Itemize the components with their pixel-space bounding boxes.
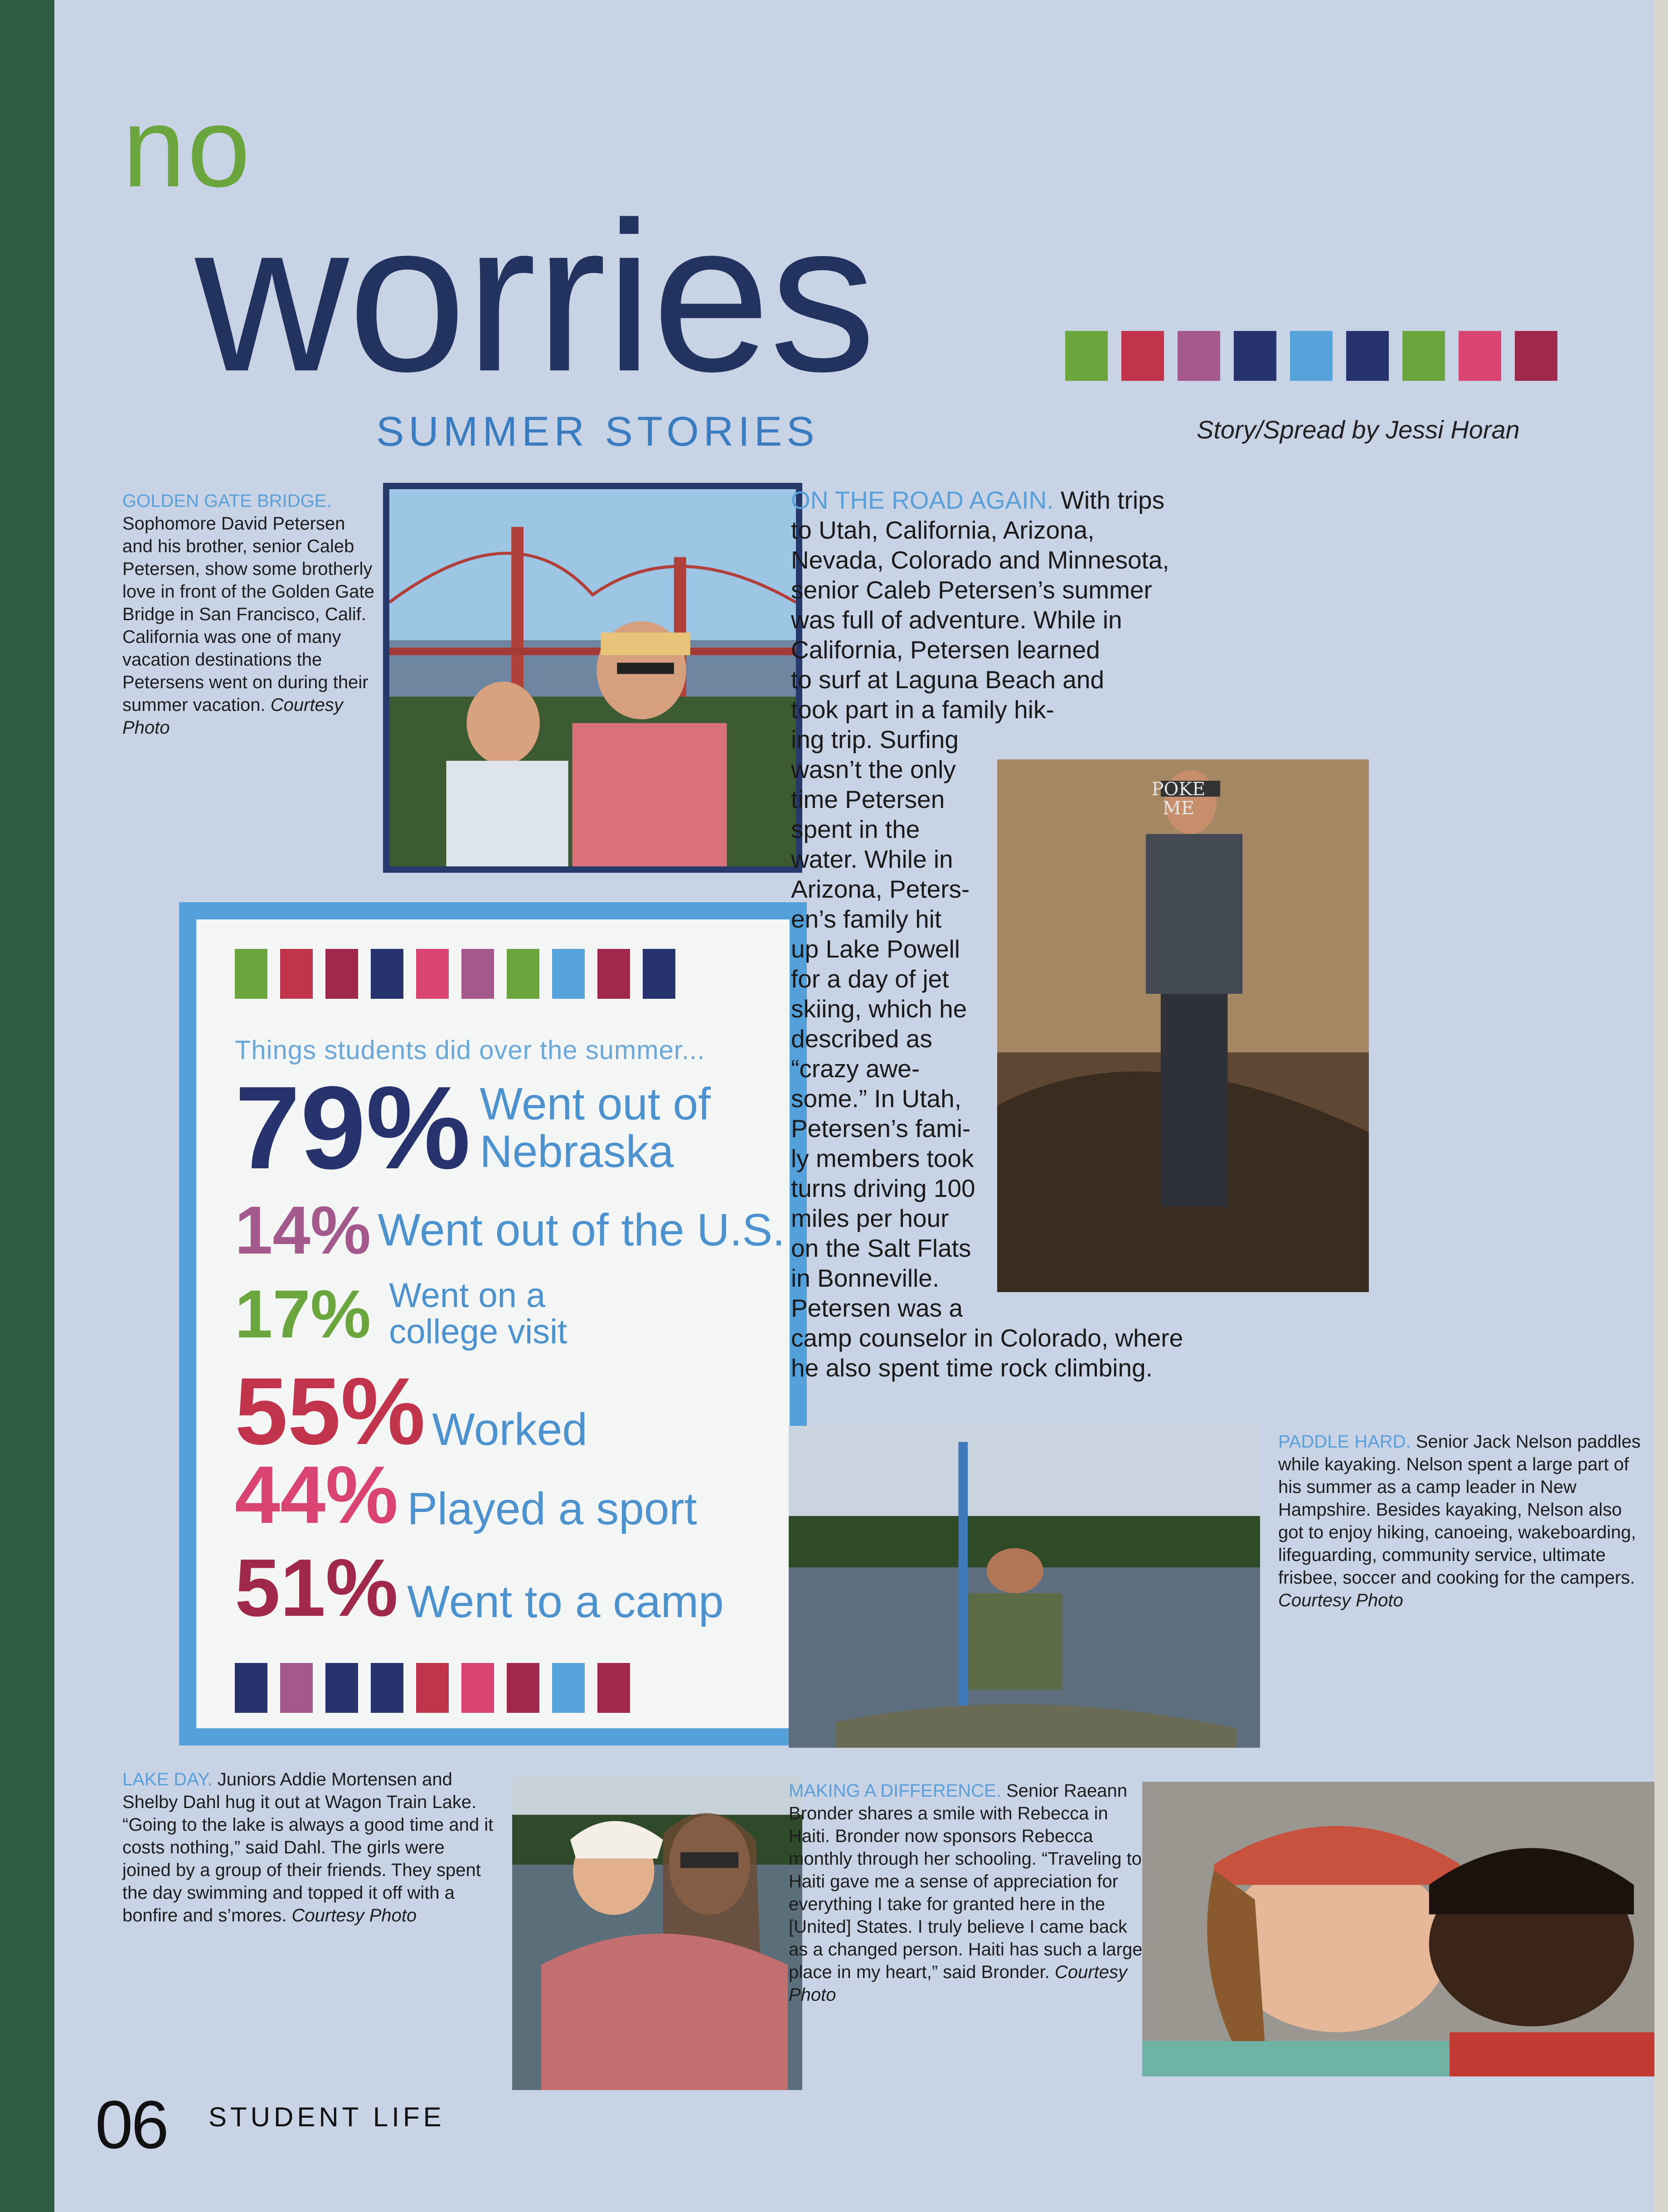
lake-photo bbox=[512, 1777, 802, 2090]
color-square bbox=[416, 949, 449, 999]
stats-inner bbox=[196, 919, 790, 1728]
haiti-photo bbox=[1142, 1782, 1654, 2076]
story-line: skiing, which he bbox=[791, 995, 967, 1023]
shirt-text: POKE ME bbox=[1151, 779, 1206, 819]
color-square bbox=[507, 1663, 539, 1713]
color-square bbox=[1459, 331, 1501, 381]
story-line: With trips bbox=[1060, 486, 1165, 514]
color-square bbox=[507, 949, 539, 999]
stat-label: Worked bbox=[432, 1404, 588, 1455]
story-line: en’s family hit bbox=[791, 905, 942, 933]
color-square bbox=[325, 949, 358, 999]
color-square bbox=[1515, 331, 1557, 381]
stat-percent: 51% bbox=[235, 1542, 398, 1633]
story-line: wasn’t the only bbox=[791, 755, 956, 783]
story-line: Petersen’s fami- bbox=[791, 1114, 971, 1142]
story-line: for a day of jet bbox=[791, 965, 949, 993]
story-line: described as bbox=[791, 1025, 932, 1053]
page-number: 06 bbox=[95, 2086, 167, 2163]
title-no: no bbox=[122, 84, 252, 210]
color-square bbox=[1178, 331, 1220, 381]
caption-text: Senior Jack Nelson paddles while kayaking. Nelson spent a large part of his summer as a camp leader in New Hampshire. Besides kayaking, Nelson also got to enjoy hiking, canoeing, wakeboarding, lifeguarding, community service, ultimate frisbee, soccer and cooking for the campers. bbox=[1278, 1432, 1641, 1588]
road-head: ON THE ROAD AGAIN. bbox=[791, 486, 1054, 514]
story-line: Petersen was a bbox=[791, 1294, 963, 1322]
caption-head: PADDLE HARD. bbox=[1278, 1432, 1411, 1452]
subtitle: SUMMER STORIES bbox=[376, 408, 819, 455]
stat-label: Played a sport bbox=[407, 1483, 697, 1534]
color-square bbox=[552, 949, 585, 999]
story-line: took part in a family hik- bbox=[791, 695, 1054, 724]
story-line: California, Petersen learned bbox=[791, 636, 1100, 664]
story-line: water. While in bbox=[791, 845, 953, 873]
story-line: in Bonneville. bbox=[791, 1264, 940, 1292]
story-line: “crazy awe- bbox=[791, 1055, 920, 1083]
paddle-caption bbox=[1278, 1430, 1641, 1612]
stats-top-squares bbox=[235, 949, 675, 999]
stat-label: Went out of Nebraska bbox=[480, 1079, 711, 1177]
color-square bbox=[1402, 331, 1445, 381]
stat-out-of-nebraska bbox=[235, 1062, 715, 1194]
story-line: Nevada, Colorado and Minnesota, bbox=[791, 546, 1169, 574]
story-line: up Lake Powell bbox=[791, 935, 960, 963]
story-line: on the Salt Flats bbox=[791, 1234, 971, 1262]
yearbook-page bbox=[54, 0, 1654, 2212]
color-square bbox=[235, 1663, 267, 1713]
color-square bbox=[461, 949, 494, 999]
color-square bbox=[416, 1663, 449, 1713]
story-line: to Utah, California, Arizona, bbox=[791, 516, 1095, 544]
caption-text: Juniors Addie Mortensen and Shelby Dahl hug it out at Wagon Train Lake. “Going to the lake is always a good time and it costs nothing,” said Dahl. The girls were joined by a group of their friends. They spent the day swimming and topped it off with a bonfire and s’mores. bbox=[122, 1770, 494, 1925]
color-square bbox=[371, 1663, 403, 1713]
stats-intro: Things students did over the summer... bbox=[235, 1036, 705, 1065]
story-line: ing trip. Surfing bbox=[791, 725, 959, 754]
stat-label: Went to a camp bbox=[407, 1576, 724, 1627]
caption-text: Sophomore David Petersen and his brother, senior Caleb Petersen, show some brotherly love in front of the Golden Gate Bridge in San Francisco, Calif. California was one of many vacation destinations the Petersens went on during their summer vacation. bbox=[122, 514, 374, 715]
caption-credit: Courtesy Photo bbox=[122, 695, 343, 738]
color-square bbox=[280, 1663, 313, 1713]
story-line: camp counselor in Colorado, where bbox=[791, 1324, 1183, 1352]
stat-percent: 55% bbox=[235, 1358, 426, 1464]
color-square bbox=[1234, 331, 1276, 381]
story-line: time Petersen bbox=[791, 785, 945, 813]
difference-caption bbox=[789, 1779, 1151, 2006]
story-line: turns driving 100 bbox=[791, 1174, 975, 1202]
stat-label: Went on a college visit bbox=[389, 1276, 567, 1351]
story-line: ly members took bbox=[791, 1144, 974, 1172]
stats-bottom-squares bbox=[235, 1663, 630, 1713]
color-square bbox=[280, 949, 313, 999]
color-square bbox=[1121, 331, 1164, 381]
caption-credit: Courtesy Photo bbox=[789, 1962, 1128, 2005]
stat-percent: 14% bbox=[235, 1192, 371, 1268]
caption-head: GOLDEN GATE BRIDGE. bbox=[122, 491, 332, 511]
stat-label: Went out of the U.S. bbox=[378, 1204, 785, 1255]
color-square bbox=[235, 949, 267, 999]
story-line: spent in the bbox=[791, 815, 920, 843]
story-line: was full of adventure. While in bbox=[791, 606, 1122, 634]
story-line: Arizona, Peters- bbox=[791, 875, 970, 903]
color-square bbox=[461, 1663, 494, 1713]
caption-credit: Courtesy Photo bbox=[291, 1906, 417, 1925]
stat-college-visit bbox=[235, 1275, 579, 1352]
stat-out-of-us bbox=[235, 1192, 785, 1268]
color-square bbox=[597, 949, 630, 999]
story-line: miles per hour bbox=[791, 1204, 949, 1232]
stat-percent: 17% bbox=[235, 1275, 371, 1352]
golden-gate-photo bbox=[383, 483, 802, 873]
color-square bbox=[1065, 331, 1108, 381]
stat-percent: 44% bbox=[235, 1449, 398, 1541]
caption-head: MAKING A DIFFERENCE. bbox=[789, 1781, 1001, 1801]
stat-worked bbox=[235, 1358, 588, 1464]
golden-gate-caption bbox=[122, 490, 376, 739]
title-color-squares bbox=[1065, 331, 1557, 381]
caption-credit: Courtesy Photo bbox=[1278, 1590, 1403, 1610]
kayak-photo bbox=[789, 1426, 1260, 1748]
section-label: STUDENT LIFE bbox=[208, 2102, 445, 2132]
lake-caption bbox=[122, 1768, 494, 1927]
byline: Story/Spread by Jessi Horan bbox=[1197, 415, 1520, 444]
color-square bbox=[371, 949, 403, 999]
caption-head: LAKE DAY. bbox=[122, 1770, 213, 1789]
stats-box bbox=[179, 902, 807, 1745]
stat-camp bbox=[235, 1542, 724, 1633]
title-worries: worries bbox=[195, 178, 875, 416]
stat-played-sport bbox=[235, 1449, 697, 1541]
color-square bbox=[597, 1663, 630, 1713]
story-line: senior Caleb Petersen’s summer bbox=[791, 576, 1152, 604]
color-square bbox=[1290, 331, 1333, 381]
color-square bbox=[325, 1663, 358, 1713]
color-square bbox=[1346, 331, 1389, 381]
caption-text: Senior Raeann Bronder shares a smile with Rebecca in Haiti. Bronder now sponsors Rebecca monthly through her schooling. “Traveling to Haiti gave me a sense of appreciation for everything I take for granted here in the [United] States. I truly believe I came back as a changed person. Haiti has such a large place in my heart,” said Bronder. bbox=[789, 1781, 1143, 1982]
story-line: to surf at Laguna Beach and bbox=[791, 666, 1105, 694]
story-line: some.” In Utah, bbox=[791, 1084, 961, 1113]
story-line: he also spent time rock climbing. bbox=[791, 1354, 1153, 1382]
color-square bbox=[552, 1663, 585, 1713]
beach-photo bbox=[997, 759, 1369, 1292]
stat-percent: 79% bbox=[235, 1062, 471, 1194]
color-square bbox=[643, 949, 675, 999]
